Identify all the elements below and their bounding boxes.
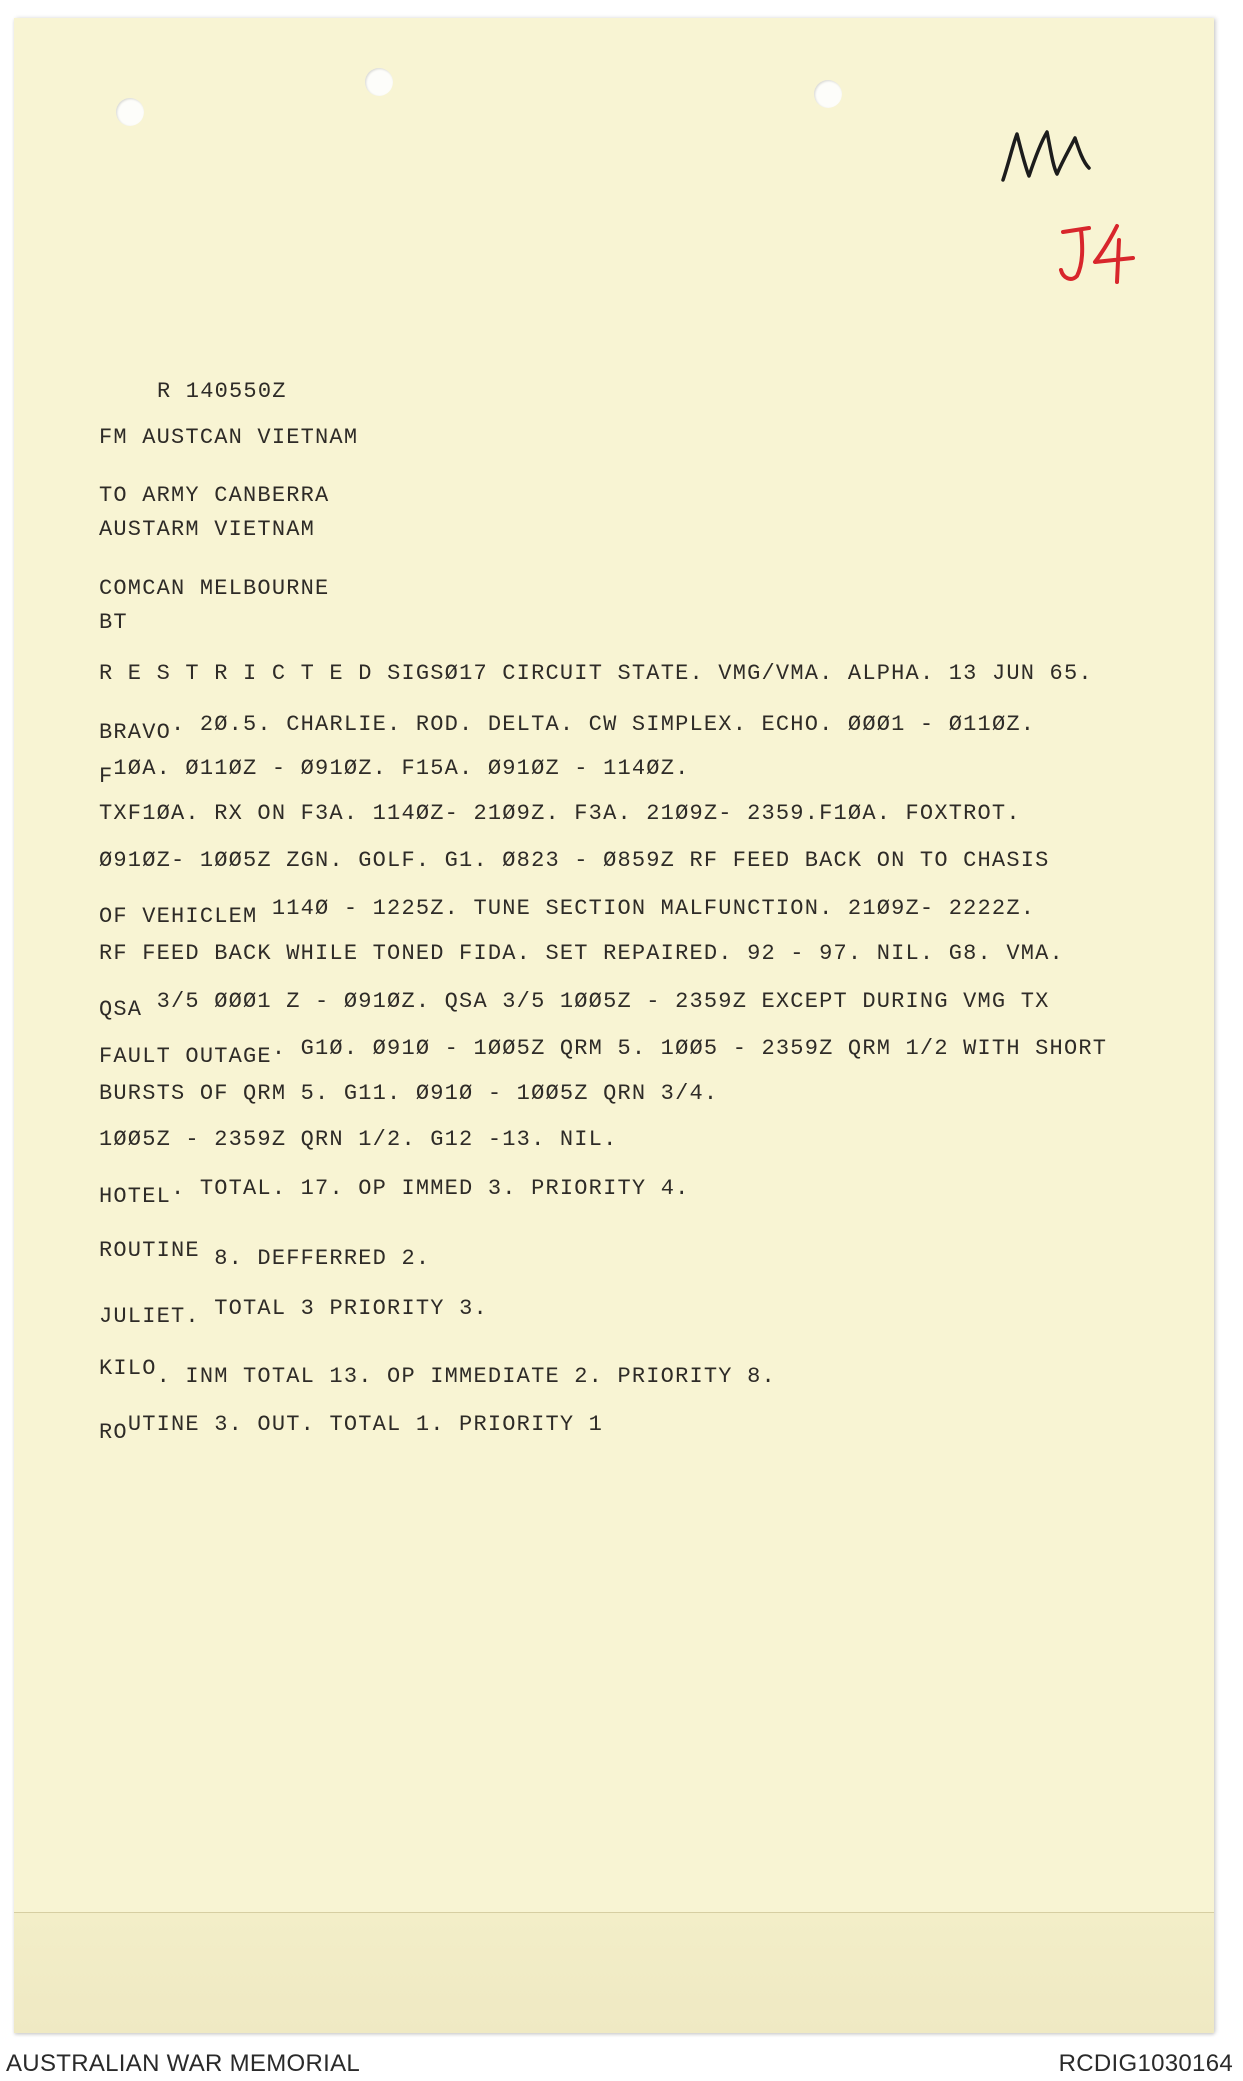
paper-sheet [14, 18, 1214, 2033]
body-line-13: ROUTINE $_{8. DEFFERRED 2.}$ [99, 1238, 431, 1271]
message-to-2: AUSTARM VIETNAM [99, 517, 316, 542]
message-to-1: TO ARMY CANBERRA [99, 483, 330, 508]
message-bt: BT [99, 610, 128, 635]
punch-hole-left [116, 98, 144, 126]
body-line-3: $_F$1ØA. Ø11ØZ - Ø91ØZ. F15A. Ø91ØZ - 114ØZ. [99, 756, 690, 789]
body-line-8: $_{QSA}$ 3/5 ØØØ1 Z - Ø91ØZ. QSA 3/5 1ØØ5Z - 2359Z EXCEPT DURING VMG TX [99, 989, 1050, 1022]
body-line-14: $_{JULIET.}$ TOTAL 3 PRIORITY 3. [99, 1296, 488, 1329]
body-line-10: BURSTS OF QRM 5. G11. Ø91Ø - 1ØØ5Z QRN 3/4. [99, 1081, 719, 1106]
body-line-2: $_{BRAVO}$. 2Ø.5. CHARLIE. ROD. DELTA. CW SIMPLEX. ECHO. ØØØ1 - Ø11ØZ. [99, 712, 1036, 745]
message-to-3: COMCAN MELBOURNE [99, 576, 330, 601]
body-line-4: TXF1ØA. RX ON F3A. 114ØZ- 21Ø9Z. F3A. 21Ø9Z- 2359.F1ØA. FOXTROT. [99, 801, 1021, 826]
footer-catalogue-id: RCDIG1030164 [1058, 2050, 1233, 2077]
folio-number [1055, 220, 1145, 290]
punch-hole-right [814, 80, 842, 108]
message-dtg: R 140550Z [157, 379, 287, 404]
body-line-12: $_{HOTEL}$. TOTAL. 17. OP IMMED 3. PRIORITY 4. [99, 1176, 690, 1209]
restricted-marking: R E S T R I C T E D [99, 661, 373, 686]
body-line-7: RF FEED BACK WHILE TONED FIDA. SET REPAIRED. 92 - 97. NIL. G8. VMA. [99, 941, 1064, 966]
body-line-6: $_{OF VEHICLEM}$ 114Ø - 1225Z. TUNE SECTION MALFUNCTION. 21Ø9Z- 2222Z. [99, 896, 1036, 929]
footer-source: AUSTRALIAN WAR MEMORIAL [6, 2050, 361, 2077]
body-line-16: $_{RO}$UTINE 3. OUT. TOTAL 1. PRIORITY 1 [99, 1412, 604, 1445]
body-line-11: 1ØØ5Z - 2359Z QRN 1/2. G12 -13. NIL. [99, 1127, 618, 1152]
message-from: FM AUSTCAN VIETNAM [99, 425, 359, 450]
body-line-9: $_{FAULT OUTAGE}$. G1Ø. Ø91Ø - 1ØØ5Z QRM 5. 1ØØ5 - 2359Z QRM 1/2 WITH SHORT [99, 1036, 1108, 1069]
body-line-1: R E S T R I C T E D SIGSØ17 CIRCUIT STATE. VMG/VMA. ALPHA. 13 JUN 65. [99, 661, 1093, 686]
body-line-15: $KILO_{. INM TOTAL 13. OP IMMEDIATE 2. PRIORITY 8.}$ [99, 1356, 776, 1389]
body-line-5: Ø91ØZ- 1ØØ5Z ZGN. GOLF. G1. Ø823 - Ø859Z RF FEED BACK ON TO CHASIS [99, 848, 1050, 873]
punch-hole-center [365, 68, 393, 96]
handwritten-initials [995, 122, 1095, 192]
